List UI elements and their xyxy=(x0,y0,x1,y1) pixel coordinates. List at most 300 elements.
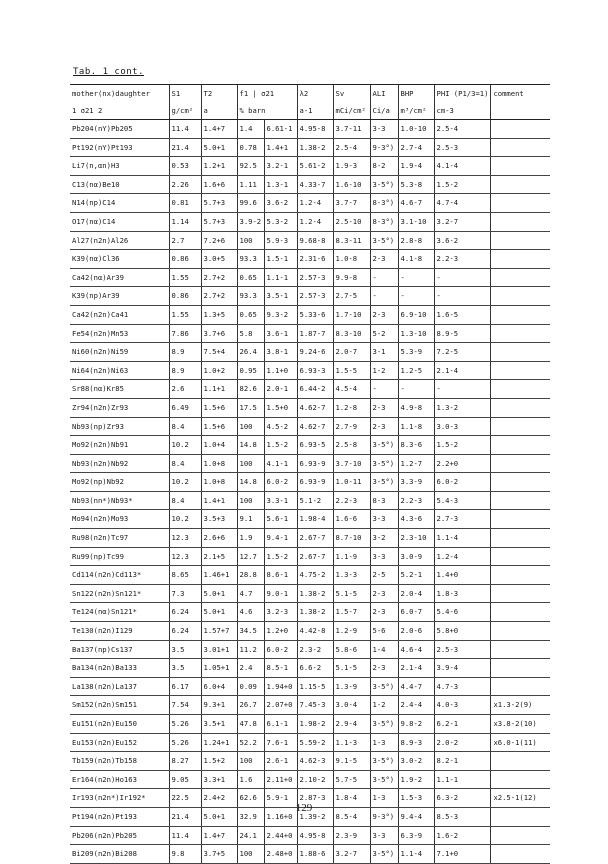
table-cell: 1.1-1 xyxy=(264,268,297,287)
table-cell xyxy=(491,194,550,213)
table-cell: 3.0-4 xyxy=(333,696,370,715)
table-cell: 3.3-9 xyxy=(398,473,434,492)
table-cell: 3.7-7 xyxy=(333,194,370,213)
table-cell: 1.5+2 xyxy=(201,752,237,771)
table-cell: 3.8-1 xyxy=(264,343,297,362)
table-cell xyxy=(491,677,550,696)
table-cell: 1.5-1 xyxy=(264,250,297,269)
table-cell: 1.4+7 xyxy=(201,120,237,139)
table-cell: 6.0-7 xyxy=(398,603,434,622)
table-cell: 3-5°) xyxy=(370,770,398,789)
nuclide-data-table xyxy=(70,84,550,864)
table-cell: 1.5+0 xyxy=(264,398,297,417)
table-cell: 5.9-3 xyxy=(264,231,297,250)
table-cell: 1.0+8 xyxy=(201,454,237,473)
table-cell: 4.33-7 xyxy=(297,175,333,194)
page-number: 129 xyxy=(295,802,313,814)
table-cell: 2.57-3 xyxy=(297,287,333,306)
table-cell: 5.7-5 xyxy=(333,770,370,789)
table-cell: 47.8 xyxy=(237,715,264,734)
table-row xyxy=(70,584,550,603)
table-cell xyxy=(491,436,550,455)
table-cell: 1.5-3 xyxy=(398,789,434,808)
table-cell: Ba134(n2n)Ba133 xyxy=(70,659,169,678)
table-cell: 1.4+7 xyxy=(201,826,237,845)
table-cell: 3-3 xyxy=(370,547,398,566)
table-cell: - xyxy=(434,268,491,287)
table-cell: 2.7-4 xyxy=(398,138,434,157)
table-row xyxy=(70,491,550,510)
table-cell: 8.3-6 xyxy=(398,436,434,455)
table-cell: 9.4-4 xyxy=(398,807,434,826)
table-cell: 93.3 xyxy=(237,250,264,269)
table-cell: 1.9-2 xyxy=(398,770,434,789)
table-cell: 1.3-2 xyxy=(434,398,491,417)
table-cell: 100 xyxy=(237,752,264,771)
table-cell: 99.6 xyxy=(237,194,264,213)
table-cell: 5-6 xyxy=(370,622,398,641)
header-cell: % barn xyxy=(237,103,297,120)
table-cell: Ca42(n2n)Ca41 xyxy=(70,305,169,324)
table-cell: 1.8-4 xyxy=(333,789,370,808)
table-cell: 2.3-2 xyxy=(297,640,333,659)
table-cell: 6.0-2 xyxy=(264,640,297,659)
table-cell: 100 xyxy=(237,417,264,436)
table-cell: 26.7 xyxy=(237,696,264,715)
table-cell: 2.7+2 xyxy=(201,268,237,287)
table-cell: La138(n2n)La137 xyxy=(70,677,169,696)
table-cell: 21.4 xyxy=(169,807,201,826)
table-caption: Tab. 1 cont. xyxy=(73,67,145,77)
table-cell: Eu151(n2n)Eu150 xyxy=(70,715,169,734)
table-cell: 1.1-4 xyxy=(434,529,491,548)
header-cell: f1 | σ21 xyxy=(237,85,297,104)
table-cell: 4.75-2 xyxy=(297,566,333,585)
table-cell: 5.33-6 xyxy=(297,305,333,324)
table-cell: 2.26 xyxy=(169,175,201,194)
header-cell: mother(nx)daughter xyxy=(70,85,169,104)
table-cell: 6.6-2 xyxy=(297,659,333,678)
table-cell: 3-3 xyxy=(370,120,398,139)
table-cell: 3.1-10 xyxy=(398,212,434,231)
table-cell: 3.5 xyxy=(169,640,201,659)
table-cell xyxy=(491,510,550,529)
table-row xyxy=(70,566,550,585)
table-cell: 8-3 xyxy=(370,491,398,510)
table-cell: Er164(n2n)Ho163 xyxy=(70,770,169,789)
table-cell: C13(nα)Be10 xyxy=(70,175,169,194)
table-cell xyxy=(491,175,550,194)
table-row xyxy=(70,398,550,417)
table-cell: 2.7-3 xyxy=(434,510,491,529)
table-cell: 1-2 xyxy=(370,696,398,715)
table-row xyxy=(70,305,550,324)
table-cell: 2.3-10 xyxy=(398,529,434,548)
table-cell: 5.26 xyxy=(169,733,201,752)
table-cell: 11.2 xyxy=(237,640,264,659)
table-cell: 5.1-5 xyxy=(333,584,370,603)
table-cell: 9.8 xyxy=(169,845,201,864)
table-row xyxy=(70,640,550,659)
table-cell: 2.1-4 xyxy=(434,361,491,380)
table-cell: K39(nα)Cl36 xyxy=(70,250,169,269)
table-row xyxy=(70,268,550,287)
table-cell: 1.38-2 xyxy=(297,138,333,157)
table-cell: 1.2+0 xyxy=(264,622,297,641)
header-cell: Ci/a xyxy=(370,103,398,120)
table-cell: - xyxy=(370,268,398,287)
table-cell: 6.3-9 xyxy=(398,826,434,845)
table-row xyxy=(70,826,550,845)
table-row xyxy=(70,733,550,752)
table-cell: 5.0+1 xyxy=(201,807,237,826)
table-cell: Pb206(n2n)Pb205 xyxy=(70,826,169,845)
table-cell: 3.7-11 xyxy=(333,120,370,139)
table-cell: 8.27 xyxy=(169,752,201,771)
table-cell: 8-3°) xyxy=(370,212,398,231)
table-cell: 2.0-6 xyxy=(398,622,434,641)
table-cell: 5.0+1 xyxy=(201,138,237,157)
table-cell: 82.6 xyxy=(237,380,264,399)
table-cell: 1.1-4 xyxy=(398,845,434,864)
table-cell: - xyxy=(434,287,491,306)
table-cell: 0.86 xyxy=(169,250,201,269)
table-cell: 2.11+0 xyxy=(264,770,297,789)
table-cell: 7.45-3 xyxy=(297,696,333,715)
header-row-2 xyxy=(70,103,550,120)
table-cell: 34.5 xyxy=(237,622,264,641)
table-cell: 1.39-2 xyxy=(297,807,333,826)
table-cell: 10.2 xyxy=(169,473,201,492)
table-cell: 6.1-1 xyxy=(264,715,297,734)
table-cell: 93.3 xyxy=(237,287,264,306)
table-cell xyxy=(491,529,550,548)
table-cell: 1.1-1 xyxy=(434,770,491,789)
table-cell: 1.6+6 xyxy=(201,175,237,194)
table-cell: Ca42(nα)Ar39 xyxy=(70,268,169,287)
table-cell: 1.2-8 xyxy=(333,398,370,417)
table-cell: 21.4 xyxy=(169,138,201,157)
table-cell xyxy=(491,157,550,176)
table-cell: 1.5-5 xyxy=(333,361,370,380)
table-cell: 1.2+1 xyxy=(201,157,237,176)
table-cell xyxy=(491,398,550,417)
table-cell: 5.9-1 xyxy=(264,789,297,808)
table-cell: 8.6-1 xyxy=(264,566,297,585)
table-cell: 3.7+5 xyxy=(201,845,237,864)
table-cell: 1-3 xyxy=(370,733,398,752)
header-cell xyxy=(491,103,550,120)
table-row xyxy=(70,845,550,864)
table-cell: 9.1 xyxy=(237,510,264,529)
table-cell: 6.93-9 xyxy=(297,473,333,492)
table-cell: 3-5°) xyxy=(370,454,398,473)
table-cell: 8.65 xyxy=(169,566,201,585)
table-cell: 2-5 xyxy=(370,566,398,585)
header-cell: cm-3 xyxy=(434,103,491,120)
table-row xyxy=(70,343,550,362)
table-cell: 9.1-5 xyxy=(333,752,370,771)
table-cell: 3.5 xyxy=(169,659,201,678)
table-cell xyxy=(491,845,550,864)
table-cell: Al27(n2n)Al26 xyxy=(70,231,169,250)
table-cell: 6.9-10 xyxy=(398,305,434,324)
table-cell: 62.6 xyxy=(237,789,264,808)
table-cell: 6.93-9 xyxy=(297,454,333,473)
table-row xyxy=(70,361,550,380)
table-cell: 1.55 xyxy=(169,268,201,287)
table-cell: 7.86 xyxy=(169,324,201,343)
table-cell: x3.8-2(10) xyxy=(491,715,550,734)
table-cell: 3.6-2 xyxy=(264,194,297,213)
table-cell: 8.4 xyxy=(169,417,201,436)
table-cell: 7.54 xyxy=(169,696,201,715)
table-cell: O17(nα)C14 xyxy=(70,212,169,231)
table-cell: 5-2 xyxy=(370,324,398,343)
table-cell: 1.5-2 xyxy=(264,547,297,566)
table-cell: 1.4+0 xyxy=(434,566,491,585)
table-cell: 5.8 xyxy=(237,324,264,343)
table-cell: 3-3 xyxy=(370,826,398,845)
table-cell: 2.7-9 xyxy=(333,417,370,436)
table-cell: 4.4-7 xyxy=(398,677,434,696)
table-cell: 1.1+1 xyxy=(201,380,237,399)
table-cell xyxy=(491,138,550,157)
table-cell: 2.0-2 xyxy=(434,733,491,752)
table-cell: 3.0-3 xyxy=(434,417,491,436)
table-cell xyxy=(491,584,550,603)
table-cell: 3-5°) xyxy=(370,231,398,250)
table-cell: 2.31-6 xyxy=(297,250,333,269)
table-cell: 10.2 xyxy=(169,436,201,455)
table-cell: Ru98(n2n)Tc97 xyxy=(70,529,169,548)
table-cell: 8.4 xyxy=(169,491,201,510)
header-cell: 1 σ21 2 xyxy=(70,103,169,120)
table-cell: 3-3 xyxy=(370,510,398,529)
table-cell: 5.7+3 xyxy=(201,212,237,231)
table-cell: 9-3°) xyxy=(370,138,398,157)
table-cell xyxy=(491,603,550,622)
table-cell: 4.62-7 xyxy=(297,417,333,436)
table-cell: 2.1+5 xyxy=(201,547,237,566)
table-cell: 0.86 xyxy=(169,287,201,306)
table-cell: 9-3°) xyxy=(370,807,398,826)
table-cell: 1.1-9 xyxy=(333,547,370,566)
table-cell: 100 xyxy=(237,454,264,473)
table-cell: 8.9 xyxy=(169,361,201,380)
table-cell: Sn122(n2n)Sn121* xyxy=(70,584,169,603)
table-cell: 1-3 xyxy=(370,789,398,808)
table-cell: 1.0+2 xyxy=(201,361,237,380)
table-cell: 2.7 xyxy=(169,231,201,250)
table-row xyxy=(70,120,550,139)
table-cell: 5.0+1 xyxy=(201,584,237,603)
table-cell: 1.4+1 xyxy=(201,491,237,510)
table-cell: 2.2-3 xyxy=(434,250,491,269)
table-cell: 4.95-8 xyxy=(297,826,333,845)
table-cell: 7.2+6 xyxy=(201,231,237,250)
table-cell: 9.05 xyxy=(169,770,201,789)
header-cell: comment xyxy=(491,85,550,104)
table-cell: 2.07+0 xyxy=(264,696,297,715)
table-cell xyxy=(491,417,550,436)
table-cell: 3.5+1 xyxy=(201,715,237,734)
table-cell: 8.7-10 xyxy=(333,529,370,548)
table-cell: 5.0+1 xyxy=(201,603,237,622)
table-cell: 2.5-3 xyxy=(434,640,491,659)
table-cell: 3.0+5 xyxy=(201,250,237,269)
table-cell: 1.87-7 xyxy=(297,324,333,343)
table-row xyxy=(70,212,550,231)
table-cell: 3-5°) xyxy=(370,175,398,194)
table-cell: 1.0-8 xyxy=(333,250,370,269)
table-cell: 6.0-2 xyxy=(434,473,491,492)
table-row xyxy=(70,287,550,306)
table-row xyxy=(70,677,550,696)
table-cell: 0.09 xyxy=(237,677,264,696)
table-cell: 2.48+0 xyxy=(264,845,297,864)
table-cell: 1.6 xyxy=(237,770,264,789)
header-cell: BHP xyxy=(398,85,434,104)
table-cell: 3.9-2 xyxy=(237,212,264,231)
table-cell: 9.3+1 xyxy=(201,696,237,715)
table-cell: 1.9-4 xyxy=(398,157,434,176)
table-cell: 1.4+1 xyxy=(264,138,297,157)
header-cell: mCi/cm² xyxy=(333,103,370,120)
table-cell xyxy=(491,120,550,139)
table-cell: 14.8 xyxy=(237,473,264,492)
table-cell: 17.5 xyxy=(237,398,264,417)
table-row xyxy=(70,696,550,715)
table-cell: 9.8-2 xyxy=(398,715,434,734)
table-cell: 6.2-1 xyxy=(434,715,491,734)
table-cell: 2.4 xyxy=(237,659,264,678)
table-cell: 1.2-7 xyxy=(398,454,434,473)
table-cell: Zr94(n2n)Zr93 xyxy=(70,398,169,417)
table-cell: 6.93-5 xyxy=(297,436,333,455)
table-cell: 1.9 xyxy=(237,529,264,548)
table-cell: 2.0-4 xyxy=(398,584,434,603)
table-cell: 2-3 xyxy=(370,250,398,269)
table-cell: 3.2-7 xyxy=(434,212,491,231)
table-row xyxy=(70,324,550,343)
table-cell: 6.44-2 xyxy=(297,380,333,399)
header-cell: λ2 xyxy=(297,85,333,104)
table-cell: 2.5-10 xyxy=(333,212,370,231)
table-cell: 3.5+3 xyxy=(201,510,237,529)
table-cell: Bi209(n2n)Bi208 xyxy=(70,845,169,864)
header-cell: a-1 xyxy=(297,103,333,120)
table-cell: 1.0-10 xyxy=(398,120,434,139)
table-cell: 26.4 xyxy=(237,343,264,362)
table-cell xyxy=(491,287,550,306)
table-cell: 1.88-6 xyxy=(297,845,333,864)
table-cell: 1.57+7 xyxy=(201,622,237,641)
table-cell: 12.3 xyxy=(169,529,201,548)
table-row xyxy=(70,473,550,492)
table-cell: 1.38-2 xyxy=(297,584,333,603)
table-row xyxy=(70,231,550,250)
table-cell: 2.1-4 xyxy=(398,659,434,678)
table-cell: x2.5-1(12) xyxy=(491,789,550,808)
table-body xyxy=(70,120,550,864)
table-cell: 1.2-4 xyxy=(434,547,491,566)
table-cell: 8.3-11 xyxy=(333,231,370,250)
table-cell: 3.0-2 xyxy=(398,752,434,771)
table-cell: 2.0-7 xyxy=(333,343,370,362)
table-cell: 100 xyxy=(237,845,264,864)
table-cell: 5.6-1 xyxy=(264,510,297,529)
header-cell: m³/cm² xyxy=(398,103,434,120)
table-cell: 3.2-1 xyxy=(264,157,297,176)
table-row xyxy=(70,547,550,566)
table-cell: 3.5-1 xyxy=(264,287,297,306)
table-cell: 1.05+1 xyxy=(201,659,237,678)
table-cell: 5.4-6 xyxy=(434,603,491,622)
table-cell: 5.3-8 xyxy=(398,175,434,194)
table-cell: 2-3 xyxy=(370,603,398,622)
table-cell: 2.5-4 xyxy=(333,138,370,157)
table-cell: 0.81 xyxy=(169,194,201,213)
table-cell: 1.55 xyxy=(169,305,201,324)
table-cell: 2.9-4 xyxy=(333,715,370,734)
table-cell xyxy=(491,752,550,771)
table-cell: 1.3-3 xyxy=(333,566,370,585)
table-cell: 1.0+4 xyxy=(201,436,237,455)
table-cell: 9.3-2 xyxy=(264,305,297,324)
table-cell: 6.49 xyxy=(169,398,201,417)
table-cell: 4.7-4 xyxy=(434,194,491,213)
table-cell: 9.0-1 xyxy=(264,584,297,603)
table-cell: Nb93(nn*)Nb93* xyxy=(70,491,169,510)
table-cell: 2.2-3 xyxy=(398,491,434,510)
table-cell: 2-3 xyxy=(370,305,398,324)
table-cell xyxy=(491,305,550,324)
table-cell: 5.8-6 xyxy=(333,640,370,659)
header-cell: Sv xyxy=(333,85,370,104)
table-cell: 3-5°) xyxy=(370,715,398,734)
table-cell: 3-5°) xyxy=(370,845,398,864)
table-cell: 8.3-10 xyxy=(333,324,370,343)
table-cell: 1.24+1 xyxy=(201,733,237,752)
table-cell xyxy=(491,659,550,678)
table-cell: 4.6-4 xyxy=(398,640,434,659)
table-cell xyxy=(491,250,550,269)
table-row xyxy=(70,622,550,641)
table-cell: 1.5-2 xyxy=(264,436,297,455)
table-cell: x1.3-2(9) xyxy=(491,696,550,715)
table-cell: 2.87-3 xyxy=(297,789,333,808)
table-cell: 2-3 xyxy=(370,417,398,436)
table-cell: 1.1-8 xyxy=(398,417,434,436)
table-cell: 2.2+0 xyxy=(434,454,491,473)
table-cell: 3.2-7 xyxy=(333,845,370,864)
table-cell: 1.94+0 xyxy=(264,677,297,696)
table-cell: 4.7 xyxy=(237,584,264,603)
table-cell: 2.4-4 xyxy=(398,696,434,715)
table-cell: K39(np)Ar39 xyxy=(70,287,169,306)
table-cell: Tb159(n2n)Tb158 xyxy=(70,752,169,771)
table-cell: 0.53 xyxy=(169,157,201,176)
table-row xyxy=(70,138,550,157)
table-cell: 6.0-2 xyxy=(264,473,297,492)
table-cell: 6.61-1 xyxy=(264,120,297,139)
table-cell: 3.6-1 xyxy=(264,324,297,343)
table-cell: 2.6-1 xyxy=(264,752,297,771)
table-cell: 1.15-5 xyxy=(297,677,333,696)
table-cell: 4.1-1 xyxy=(264,454,297,473)
table-cell: Li7(n,αn)H3 xyxy=(70,157,169,176)
